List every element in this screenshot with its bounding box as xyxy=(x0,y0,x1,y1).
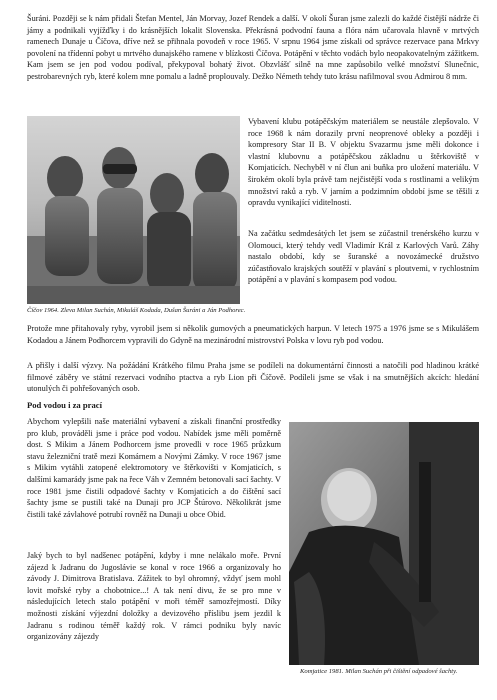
paragraph-equipment: Vybavení klubu potápěčským materiálem se neustále zlepšovalo. V roce 1968 k nám dorazily první neoprenové obleky a později i kompresory Star II B. V objektu Svazarmu jsme měli dokonce i vlastní klubovnu a potápěčskou základnu u štěrkoviště v Komjaticích. Nechyběl v ní člun ani buňka pro uložení materiálu. V širokém okolí byla právě tam nejčistější voda s rostlinami a velikým množství raků a ryb. V jarním a podzimním období jsme se těšili z opravdu vynikající viditelnosti. xyxy=(248,117,479,208)
photo-caption-cicov: Číčov 1964. Zleva Milan Suchán, Mikuláš Kodada, Dušan Šuráni a Ján Podhorec. xyxy=(27,307,246,314)
photo-cicov-1964 xyxy=(27,116,240,304)
photo-caption-komjatice: Komjatice 1981. Milan Suchán při čištění odpadové šachty. xyxy=(300,668,458,675)
paragraph-intro: Šuráni. Později se k nám přidali Štefan Mentel, Ján Morvay, Jozef Rendek a další. V okolí Šuran jsme zalezli do každé čistější nádrže či jámy a podnikali vyjížďky i do krásnějších lokalit Slovenska. Překrásná podvodní fauna a flóra nám učarovala hlavně v mrtvých ramenech Dunaje u Číčova, dříve než se přihnala povodeň v roce 1965. V srpnu 1964 jsme získali od správce rezervace pana Mrkvy povolení na třídenní pobyt u mrtvého dunajského ramene v blízkosti Číčova. Potápění v těchto vodách bylo neopakovatelným zážitkem. Kam jsem se jen pod vodou podíval, překypoval bohatý život. Obzvlášť silně na mne zapůsobilo velké množství Slunečnic, pestrobarevných ryb, které kolem mne pomalu a ladně proplouvaly. Dežko Németh tehdy tuto krásu nafilmoval svou Admirou 8 mm. xyxy=(27,14,479,81)
photo-komjatice-1981 xyxy=(289,422,479,665)
paragraph-challenges: A přišly i další výzvy. Na požádání Krátkého filmu Praha jsme se podíleli na dokumentární činnosti a natočili pod hladinou krátké filmové záběry ve státní rezervaci vodního ptactva a ryb Lion při Číčově. Podíleli jsme se však i na smutnějších akcích: hledání utonulých či pohřešovaných osob. xyxy=(27,361,479,394)
paragraph-sea-diving: Jaký bych to byl nadšenec potápění, kdyby i mne nelákalo moře. První zájezd k Jadranu do Jugoslávie se konal v roce 1966 a organizovaly ho závody J. Dimitrova Bratislava. Zážitek to byl ohromný, vždyť jsem mohl lovit mořské ryby a chobotnice...! A tak není divu, že se pro mne v následujících letech stalo potápění v moři téměř samozřejmostí. Díky možnosti získání výjezdní doložky a devizového příslibu jsem jezdil k Jadranu s rodinou téměř každý rok. V rámci podniku byly navíc organizovány zájezdy xyxy=(27,551,281,642)
paragraph-trainer-course: Na začátku sedmdesátých let jsem se zúčastnil trenérského kurzu v Olomouci, který tehdy vedl Vladimír Král z Karlových Varů. Záhy nastalo období, kdy se šuranské a novozámecké družstvo zúčastňovalo krajských soutěží v plavání s ploutvemi, v rychlostním potápění a v plavání s kompasem pod vodou. xyxy=(248,229,479,285)
paragraph-underwater-work: Abychom vylepšili naše materiální vybavení a získali finanční prostředky pro klub, prováděli jsme i práce pod vodou. Nabídek jsme měli poměrně dost. S Mikim a Jánem Podhorcem jsme provedli v roce 1965 průzkum stavu železniční tratě mezi Komárnem a Novými Zámky. V roce 1967 jsme s Mikim vytáhli zatopené elektromotory ve štěrkovišti v Komjaticích, s dalšími kamarády jsme pak na řece Váh v Zemném betonovali sací šachty. V roce 1981 jsme čistili odpadové šachty v Komjaticích a do čištění sací šachty jsme se pustili také na Dunaji pro JCP Štúrovo. Několikrát jsme čistili také závlahové potrubí rovněž na Dunaji u obce Obid. xyxy=(27,417,281,519)
paragraph-harpoons: Protože mne přitahovaly ryby, vyrobil jsem si několik gumových a pneumatických harpun. V letech 1975 a 1976 jsme se s Mikulášem Kodadou a Jánem Podhorcem vypravili do Gdyně na mezinárodní mistrovství Polska v lovu ryb pod vodou. xyxy=(27,324,479,345)
section-heading: Pod vodou i za prací xyxy=(27,400,102,410)
